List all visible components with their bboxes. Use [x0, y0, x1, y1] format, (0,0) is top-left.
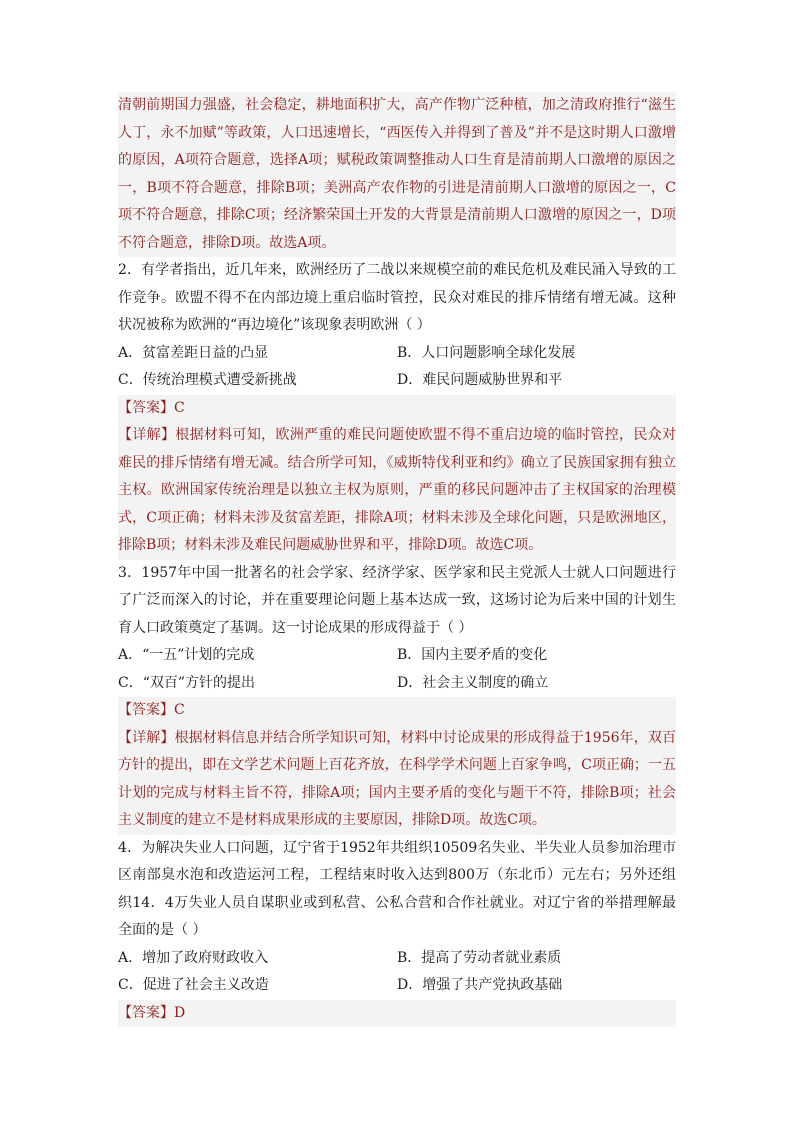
top-explanation: 清朝前期国力强盛，社会稳定，耕地面积扩大，高产作物广泛种植，加之清政府推行“滋生人丁，永不加赋”等政策，人口迅速增长，“西医传入并得到了普及”并不是这时期人口激增的原因，A项符合题意，选择A项；赋税政策调整推动人口生育是清前期人口激增的原因之一，B项不符合题意，排除B项；美洲高产农作物的引进是清前期人口激增的原因之一，C项不符合题意，排除C项；经济繁荣国土开发的大背景是清前期人口激增的原因之一，D项不符合题意，排除D项。故选A项。 [118, 92, 676, 257]
question-stem: 3．1957年中国一批著名的社会学家、经济学家、医学家和民主党派人士就人口问题进行了广泛而深入的讨论，并在重要理论问题上基本达成一致，这场讨论为后来中国的计划生育人口政策奠定了基调。这一讨论成果的形成得益于（ ） [118, 564, 676, 636]
detail-block [118, 725, 676, 835]
document-content [118, 92, 676, 1027]
option-a: A．贫富差距日益的凸显 [118, 344, 269, 361]
question-stem: 2．有学者指出，近几年来，欧洲经历了二战以来规模空前的难民危机及难民涌入导致的工作竞争。欧盟不得不在内部边境上重启临时管控，民众对难民的排斥情绪有增无减。这种状况被称为欧洲的“再边境化”该现象表明欧洲（ ） [118, 262, 676, 333]
answer-tag: 【答案】 [118, 1004, 174, 1021]
question-4 [118, 835, 676, 1028]
detail-text: 根据材料信息并结合所学知识可知，材料中讨论成果的形成得益于1956年，双百方针的提出，即在文学艺术问题上百花齐放，在科学学术问题上百家争鸣，C项正确；一五计划的完成与材料主旨不符，排除A项；国内主要矛盾的变化与题干不符，排除B项；社会主义制度的建立不是材料成果形成的主要原因，排除D项。故选C项。 [118, 729, 676, 828]
options [118, 945, 676, 1000]
answer-line [118, 395, 676, 423]
option-b: B．人口问题影响全球化发展 [397, 344, 576, 361]
option-a: A．“一五”计划的完成 [118, 647, 255, 663]
option-d: D．难民问题威胁世界和平 [397, 372, 563, 388]
option-a: A．增加了政府财政收入 [118, 949, 269, 966]
option-d: D．增强了共产党执政基础 [397, 977, 563, 993]
answer-value: C [174, 399, 185, 416]
answer-tag: 【答案】 [118, 702, 174, 718]
detail-tag: 【详解】 [118, 427, 176, 443]
answer-line [118, 1000, 676, 1028]
answer-line [118, 697, 676, 725]
answer-value: D [174, 1004, 186, 1021]
question-3 [118, 560, 676, 835]
detail-text: 根据材料可知，欧洲严重的难民问题使欧盟不得不重启边境的临时管控，民众对难民的排斥情绪有增无减。结合所学可知，《威斯特伐利亚和约》确立了民族国家拥有独立主权。欧洲国家传统治理是以独立主权为原则，严重的移民问题冲击了主权国家的治理模式，C项正确；材料未涉及贫富差距，排除A项；材料未涉及全球化问题，只是欧洲地区，排除B项；材料未涉及难民问题威胁世界和平，排除D项。故选C项。 [118, 427, 677, 553]
option-d: D．社会主义制度的确立 [397, 674, 549, 691]
question-2 [118, 257, 676, 560]
detail-block [118, 422, 676, 560]
option-c: C．传统治理模式遭受新挑战 [118, 372, 297, 388]
detail-tag: 【详解】 [118, 729, 175, 746]
answer-value: C [174, 702, 185, 718]
option-c: C．促进了社会主义改造 [118, 977, 269, 993]
answer-tag: 【答案】 [118, 399, 174, 416]
option-b: B．提高了劳动者就业素质 [397, 949, 562, 966]
option-c: C．“双百”方针的提出 [118, 674, 256, 691]
option-b: B．国内主要矛盾的变化 [397, 647, 548, 663]
options [118, 642, 676, 697]
options [118, 340, 676, 395]
question-stem: 4．为解决失业人口问题，辽宁省于1952年共组织10509名失业、半失业人员参加治理市区南部臭水泡和改造运河工程，工程结束时收入达到800万（东北币）元左右；另外还组织14．4万失业人员自谋职业或到私营、公私合营和合作社就业。对辽宁省的举措理解最全面的是（ ） [118, 839, 676, 938]
